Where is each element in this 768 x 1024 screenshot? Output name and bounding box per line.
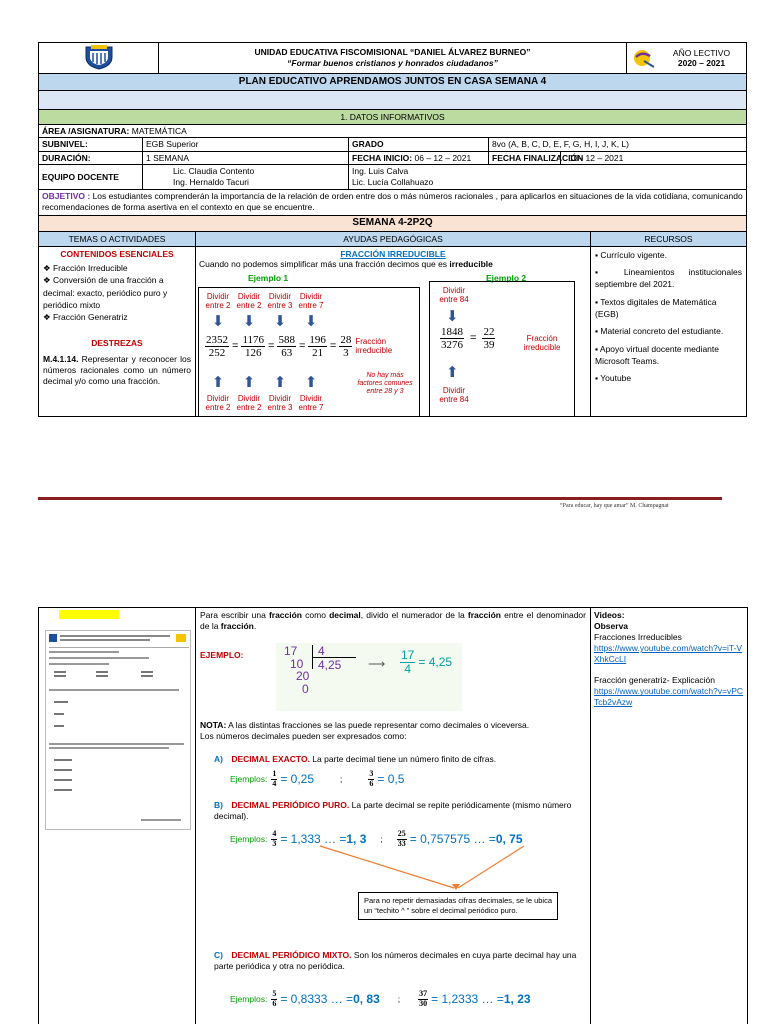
div-divisor: 4	[318, 644, 325, 658]
school-shield-logo	[82, 44, 116, 70]
fraction-chain: $\frac{2352}{252}$ = $\frac{1176}{126}$ = $\frac{588}{63}$ = $\frac{196}{21}$ = $\frac{28}{3}$ Fracción irreducible	[206, 333, 393, 359]
div-top-4: Dividir entre 7	[298, 291, 324, 311]
ex2-fraccion-irreducible: Fracción irreducible	[523, 333, 561, 353]
docente-1: Lic. Claudia Contento	[173, 165, 255, 176]
recursos-cell	[591, 246, 747, 416]
subnivel-label: SUBNIVEL:	[39, 138, 143, 151]
school-name: UNIDAD EDUCATIVA FISCOMISIONAL “DANIEL ÁLVAREZ BURNEO”	[254, 47, 531, 58]
destrezas-title: DESTREZAS	[91, 337, 143, 348]
year-value: 2020 – 2021	[677, 58, 726, 69]
year-cell	[627, 43, 747, 74]
arrow-down-icon: ⬇	[273, 312, 287, 330]
semana-title: SEMANA 4-2P2Q	[39, 215, 747, 231]
div-bottom-4: Dividir entre 7	[298, 393, 324, 413]
right-column	[591, 608, 747, 1024]
recurso-1: ▪ Currículo vigente.	[595, 249, 667, 260]
arrow-up-icon: ⬆	[304, 373, 318, 391]
school-motto: “Formar buenos cristianos y honrados ciudadanos”	[287, 58, 498, 69]
fraction-3: $\frac{588}{63}$	[278, 333, 295, 359]
div-top-3: Dividir entre 3	[267, 291, 293, 311]
div-quotient: 4,25	[318, 658, 342, 672]
decimal-periodico-puro: B) DECIMAL PERIÓDICO PURO. La parte decimal se repite periódicamente (mismo número decimal).	[214, 800, 572, 822]
recurso-2: ▪ Lineamientos institucionales septiembre del 2021.	[595, 267, 743, 290]
arrow-up-icon: ⬆	[242, 373, 256, 391]
puro-result-1: 1, 3	[346, 831, 367, 846]
header-table	[38, 42, 747, 125]
page-1	[38, 42, 746, 417]
equipo-label: EQUIPO DOCENTE	[39, 164, 143, 189]
fraction-2: $\frac{1176}{126}$	[242, 333, 265, 359]
no-factors-note: No hay más factores comunes entre 28 y 3	[357, 371, 413, 395]
callout-box: Para no repetir demasiadas cifras decimales, se le ubica un “techito ^ ” sobre el decimal periódico puro.	[358, 892, 558, 920]
datos-title: 1. DATOS INFORMATIVOS	[39, 110, 747, 125]
fraction-5: $\frac{28}{3}$	[340, 333, 352, 359]
school-logo-cell	[39, 43, 159, 74]
year-label: AÑO LECTIVO	[672, 47, 731, 58]
footer-divider	[38, 497, 722, 500]
yellow-highlight	[59, 610, 119, 619]
ejemplo-2-label: Ejemplo 2	[486, 272, 527, 283]
fecha-inicio-value: 06 – 12 – 2021	[414, 152, 472, 163]
div-top-2: Dividir entre 2	[236, 291, 262, 311]
ejemplo-1-box	[198, 287, 420, 417]
irreducible-title: FRACCIÓN IRREDUCIBLE	[340, 248, 446, 259]
temas-cell	[39, 246, 196, 416]
page-2-table	[38, 607, 748, 1024]
col-ayudas: AYUDAS PEDAGÓGICAS	[196, 231, 591, 246]
duracion-value: 1 SEMANA	[143, 151, 349, 164]
middle-column	[196, 608, 591, 1024]
div-r2: 20	[296, 669, 310, 684]
docente-2: Ing. Hernaldo Tacuri	[173, 176, 249, 187]
col-recursos: RECURSOS	[591, 231, 747, 246]
div-bottom-2: Dividir entre 2	[236, 393, 262, 413]
decimal-periodico-mixto: C) DECIMAL PERIÓDICO MIXTO. Son los números decimales en cuya parte decimal hay una parte periódica y otra no periódica.	[214, 950, 577, 972]
video-1-link[interactable]: https://www.youtube.com/watch?v=iT-VXhkCcLI	[594, 643, 743, 665]
ex2-fraction-2: $\frac{22}{39}$	[483, 325, 495, 351]
puro-result-2: 0, 75	[495, 831, 523, 846]
grado-label: GRADO	[349, 138, 489, 151]
content-table	[38, 231, 747, 417]
ex2-div-top: Dividir entre 84	[439, 285, 469, 305]
div-dividend: 17	[284, 644, 298, 658]
arrow-down-icon: ⬇	[242, 312, 256, 330]
div-bottom-3: Dividir entre 3	[267, 393, 293, 413]
arrow-up-icon: ⬆	[211, 373, 225, 391]
recurso-6: ▪ Youtube	[595, 373, 632, 384]
fecha-fin-value: 10– 12 – 2021	[561, 151, 747, 164]
mixto-result-2: 1, 23	[503, 991, 531, 1006]
ex2-fraction-1: $\frac{1848}{3276}$	[441, 325, 463, 351]
decimal-intro: Para escribir una fracción como decimal, divido el numerador de la fracción entre el denominador de la fracción.	[200, 610, 586, 632]
worksheet-thumbnail	[45, 630, 191, 830]
school-name-cell	[159, 43, 627, 74]
recurso-3: ▪ Textos digitales de Matemática (EGB)	[595, 296, 717, 320]
exacto-examples: Ejemplos: $\frac{1}{4}$ = 0,25 ; $\frac{3}{6}$ = 0,5	[230, 769, 405, 788]
champagnat-logo	[630, 47, 656, 69]
ejemplo-label: EJEMPLO:	[200, 650, 244, 660]
subnivel-value: EGB Superior	[143, 138, 349, 151]
recurso-5: ▪ Apoyo virtual docente mediante Microsoft Teams.	[595, 343, 719, 367]
worksheet-thumbnail-image	[46, 631, 192, 831]
long-division-box	[276, 643, 462, 711]
puro-examples: Ejemplos: $\frac{4}{3}$ = 1,333 … = 1, 3 ; $\frac{25}{33}$ = 0,757575 … = 0, 75	[230, 829, 523, 848]
fecha-fin-label: FECHA FINALIZACIÓN	[489, 151, 561, 164]
destreza-text: M.4.1.14. Representar y reconocer los números racionales como un número decimal y/o como una fracción.	[43, 353, 191, 386]
docente-3: Ing. Luis Calva	[352, 165, 409, 176]
arrow-down-icon: ⬇	[304, 312, 318, 330]
ex2-div-bottom: Dividir entre 84	[439, 385, 469, 405]
arrow-up-icon: ⬆	[446, 363, 459, 381]
video-2-title: Fracción generatriz- Explicación	[594, 675, 715, 686]
exacto-fraction-1: $\frac{1}{4}$	[272, 769, 277, 788]
callout-arrows	[316, 844, 536, 894]
long-arrow-icon: ⟶	[368, 657, 386, 671]
mixto-fraction-1: $\frac{5}{6}$	[272, 989, 277, 1008]
mixto-examples: Ejemplos: $\frac{5}{6}$ = 0,8333 … = 0, 83 ; $\frac{37}{30}$ = 1,2333 … = 1, 23	[230, 989, 531, 1008]
ejemplo-1-label: Ejemplo 1	[248, 272, 289, 283]
arrow-up-icon: ⬆	[273, 373, 287, 391]
area-value: MATEMÁTICA	[131, 126, 187, 137]
div-result-value: = 4,25	[418, 654, 453, 669]
irreducible-intro: Cuando no podemos simplificar más una fracción decimos que es irreducible	[199, 259, 493, 270]
objetivo-text: Los estudiantes comprenderán la importancia de la relación de orden entre dos o más números racionales , para aplicarlos en situaciones de la vida cotidiana, comunicando recomendaciones de forma asertiva en el contexto en que se encuentre.	[42, 191, 743, 213]
tema-item-1: ❖ Fracción Irreducible	[43, 263, 128, 274]
fraccion-irreducible-note: Fracción irreducible	[355, 337, 393, 356]
div-result-fraction: $\frac{17}{4}$	[401, 648, 415, 677]
ayudas-cell	[196, 246, 591, 416]
left-column	[39, 608, 196, 1024]
videos-label: Videos:	[594, 610, 625, 620]
fecha-inicio-label: FECHA INICIO:	[352, 152, 413, 163]
footer-quote: “Para educar, hay que amar” M. Champagnat	[560, 503, 669, 509]
mixto-fraction-2: $\frac{37}{30}$	[419, 989, 428, 1008]
col-temas: TEMAS O ACTIVIDADES	[39, 231, 196, 246]
div-r3: 0	[302, 681, 309, 696]
video-1-title: Fracciones Irreducibles	[594, 632, 682, 643]
video-2-link[interactable]: https://www.youtube.com/watch?v=vPCTcb2vAzw	[594, 686, 744, 708]
mixto-result-1: 0, 83	[353, 991, 380, 1006]
plan-title: PLAN EDUCATIVO APRENDAMOS JUNTOS EN CASA SEMANA 4	[39, 74, 747, 91]
div-top-1: Dividir entre 2	[205, 291, 231, 311]
div-bottom-1: Dividir entre 2	[205, 393, 231, 413]
nota-block: NOTA: A las distintas fracciones se las puede representar como decimales o viceversa. Los números decimales pueden ser expresados como:	[200, 720, 530, 742]
objetivo-label: OBJETIVO :	[42, 191, 91, 202]
decimal-exacto: A) DECIMAL EXACTO. La parte decimal tiene un número finito de cifras.	[214, 754, 497, 764]
div-r1: 10	[290, 656, 304, 671]
area-label: ÁREA /ASIGNATURA:	[42, 126, 130, 137]
objetivo-cell	[39, 189, 747, 215]
blank-row	[39, 91, 747, 110]
puro-fraction-2: $\frac{25}{33}$	[397, 829, 406, 848]
ejemplo-2-box: Dividir entre 84 ⬇ $\frac{1848}{3276}$ = $\frac{22}{39}$ Fracción irreducible ⬆ Dividir entre 84	[429, 281, 575, 417]
arrow-down-icon: ⬇	[211, 312, 225, 330]
recurso-4: ▪ Material concreto del estudiante.	[595, 326, 724, 337]
puro-fraction-1: $\frac{4}{3}$	[272, 829, 277, 848]
tema-item-3: ❖ Fracción Generatriz	[43, 312, 128, 323]
contenidos-title: CONTENIDOS ESENCIALES	[60, 248, 174, 259]
arrow-down-icon: ⬇	[446, 307, 459, 325]
duracion-label: DURACIÓN:	[39, 151, 143, 164]
docente-4: Lic. Lucía Collahuazo	[352, 176, 434, 187]
fraction-1: $\frac{2352}{252}$	[206, 333, 228, 359]
exacto-fraction-2: $\frac{3}{6}$	[369, 769, 374, 788]
datos-table	[38, 124, 747, 232]
tema-item-2: ❖ Conversión de una fracción a decimal: exacto, periódico puro y periódico mixto	[43, 275, 168, 310]
observa-label: Observa	[594, 621, 629, 632]
grado-value: 8vo (A, B, C, D, E, F, G, H, I, J, K, L)	[489, 138, 747, 151]
fraction-4: $\frac{196}{21}$	[309, 333, 326, 359]
